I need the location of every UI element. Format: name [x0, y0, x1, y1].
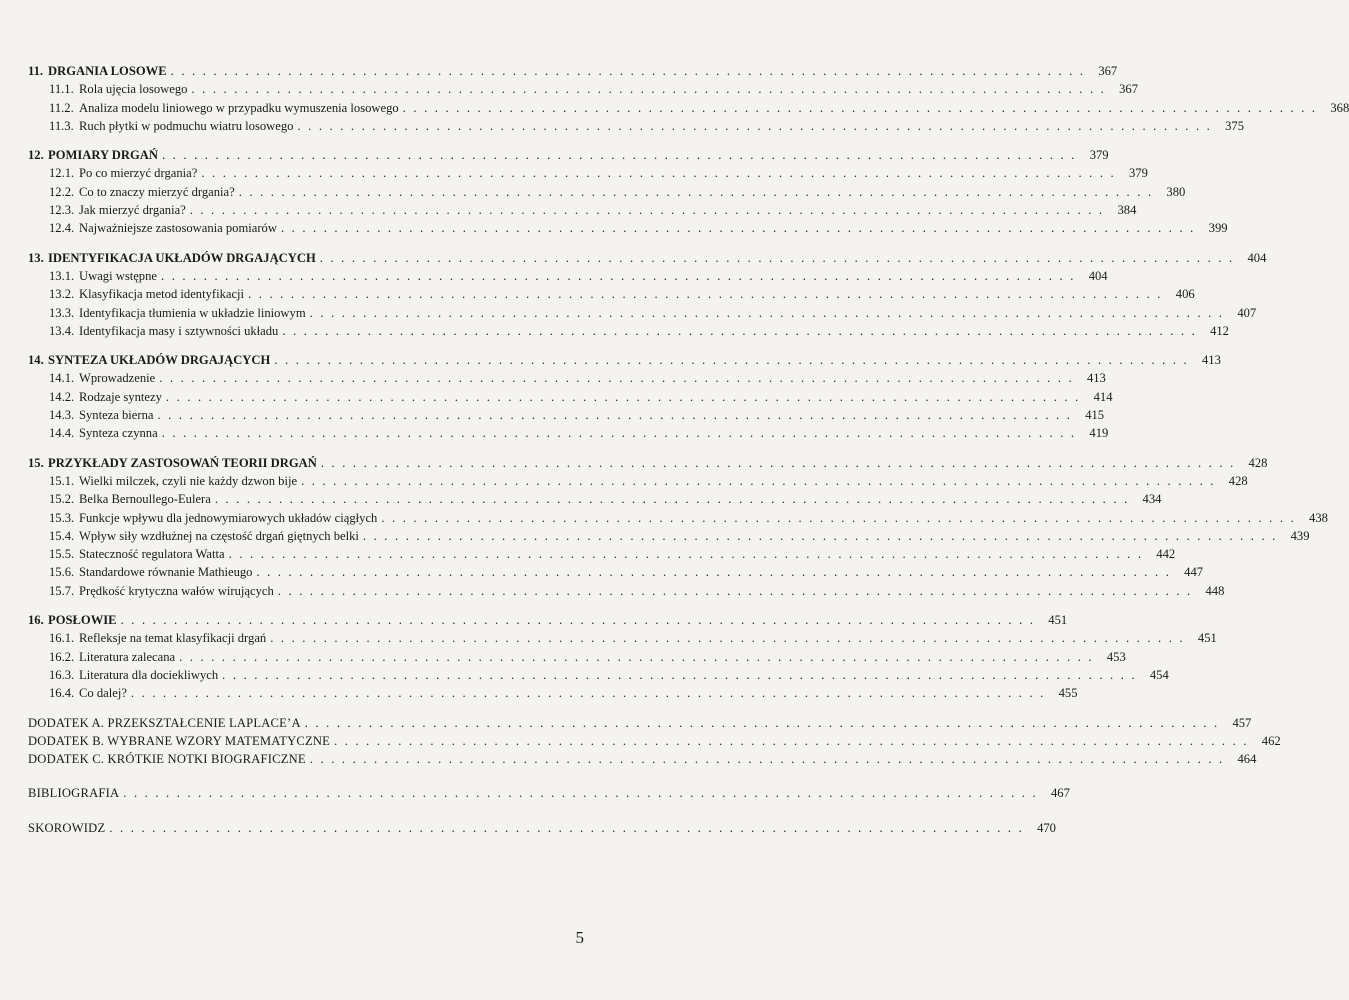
section-entry — [28, 527, 1310, 545]
dot-leader: . . . . . . . . . . . . . . . . . . . . . . . . . . . . . . . . . . . . . . . . . . . . . . . . . . . . . . . . . . . . . . . . . . . . . . . . . . . . . . . . . . . . . . — [334, 733, 1249, 748]
dot-leader: . . . . . . . . . . . . . . . . . . . . . . . . . . . . . . . . . . . . . . . . . . . . . . . . . . . . . . . . . . . . . . . . . . . . . . . . . . . . . . . . . . . . . . — [402, 100, 1318, 115]
entry-number: 12.1. — [49, 166, 75, 181]
index-block — [28, 819, 1056, 837]
chapter-block — [28, 249, 1267, 340]
dot-leader: . . . . . . . . . . . . . . . . . . . . . . . . . . . . . . . . . . . . . . . . . . . . . . . . . . . . . . . . . . . . . . . . . . . . . . . . . . . . . . . . . . . . . . — [214, 492, 1130, 507]
dot-leader: . . . . . . . . . . . . . . . . . . . . . . . . . . . . . . . . . . . . . . . . . . . . . . . . . . . . . . . . . . . . . . . . . . . . . . . . . . . . . . . . . . . . . . — [274, 353, 1189, 368]
entry-page: 412 — [1210, 323, 1229, 338]
entry-page: 384 — [1117, 203, 1137, 218]
entry-title: Jak mierzyć drgania? — [79, 203, 186, 218]
bibliography-entry — [28, 784, 1070, 802]
entry-page: 451 — [1197, 631, 1217, 646]
entry-title: Wielki milczek, czyli nie każdy dzwon bije — [79, 473, 298, 488]
entry-number: 13. — [28, 250, 44, 265]
entry-number: 15. — [28, 455, 44, 470]
section-entry — [28, 304, 1257, 322]
section-entry — [28, 424, 1109, 442]
entry-number: 14. — [28, 353, 44, 368]
dot-leader: . . . . . . . . . . . . . . . . . . . . . . . . . . . . . . . . . . . . . . . . . . . . . . . . . . . . . . . . . . . . . . . . . . . . . . . . . . . . . . . . . . . . . . — [381, 510, 1296, 525]
entry-page: 462 — [1261, 733, 1281, 748]
dot-leader: . . . . . . . . . . . . . . . . . . . . . . . . . . . . . . . . . . . . . . . . . . . . . . . . . . . . . . . . . . . . . . . . . . . . . . . . . . . . . . . . . . . . . . — [130, 686, 1046, 701]
entry-title: PRZYKŁADY ZASTOSOWAŃ TEORII DRGAŃ — [48, 455, 317, 470]
entry-page: 368 — [1330, 100, 1349, 115]
entry-page: 428 — [1228, 473, 1248, 488]
dot-leader: . . . . . . . . . . . . . . . . . . . . . . . . . . . . . . . . . . . . . . . . . . . . . . . . . . . . . . . . . . . . . . . . . . . . . . . . . . . . . . . . . . . . . . — [238, 184, 1154, 199]
chapter-heading — [28, 454, 1268, 472]
entry-page: 406 — [1175, 287, 1195, 302]
section-entry — [28, 490, 1162, 508]
entry-page: 451 — [1048, 613, 1068, 628]
section-entry — [28, 219, 1228, 237]
entry-title: Uwagi wstępne — [79, 268, 157, 283]
entry-number: 11.2. — [49, 100, 74, 115]
section-entry — [28, 472, 1248, 490]
section-entry — [28, 388, 1113, 406]
dot-leader: . . . . . . . . . . . . . . . . . . . . . . . . . . . . . . . . . . . . . . . . . . . . . . . . . . . . . . . . . . . . . . . . . . . . . . . . . . . . . . . . . . . . . . — [280, 221, 1196, 236]
entry-number: 13.3. — [49, 305, 75, 320]
entry-page: 404 — [1247, 250, 1267, 265]
entry-page: 464 — [1237, 752, 1257, 767]
dot-leader: . . . . . . . . . . . . . . . . . . . . . . . . . . . . . . . . . . . . . . . . . . . . . . . . . . . . . . . . . . . . . . . . . . . . . . . . . . . . . . . . . . . . . . — [191, 82, 1107, 97]
entry-page: 414 — [1093, 389, 1113, 404]
appendix-entry — [28, 714, 1252, 732]
entry-title: DODATEK C. KRÓTKIE NOTKI BIOGRAFICZNE — [28, 752, 306, 767]
section-entry — [28, 183, 1186, 201]
entry-page: 419 — [1089, 426, 1109, 441]
dot-leader: . . . . . . . . . . . . . . . . . . . . . . . . . . . . . . . . . . . . . . . . . . . . . . . . . . . . . . . . . . . . . . . . . . . . . . . . . . . . . . . . . . . . . . — [309, 305, 1225, 320]
entry-number: 14.4. — [49, 426, 75, 441]
entry-title: Prędkość krytyczna wałów wirujących — [79, 583, 274, 598]
section-entry — [28, 322, 1229, 340]
entry-title: POMIARY DRGAŃ — [48, 148, 158, 163]
entry-title: Co to znaczy mierzyć drgania? — [79, 184, 235, 199]
table-of-contents — [28, 62, 1349, 837]
entry-number: 14.2. — [49, 389, 75, 404]
dot-leader: . . . . . . . . . . . . . . . . . . . . . . . . . . . . . . . . . . . . . . . . . . . . . . . . . . . . . . . . . . . . . . . . . . . . . . . . . . . . . . . . . . . . . . — [320, 455, 1236, 470]
entry-title: Analiza modelu liniowego w przypadku wymuszenia losowego — [79, 100, 399, 115]
entry-number: 12.2. — [49, 184, 75, 199]
entry-page: 428 — [1248, 455, 1268, 470]
chapter-heading — [28, 62, 1118, 80]
entry-page: 367 — [1119, 82, 1139, 97]
page-number: 5 — [575, 928, 584, 947]
entry-title: Stateczność regulatora Watta — [79, 547, 225, 562]
dot-leader: . . . . . . . . . . . . . . . . . . . . . . . . . . . . . . . . . . . . . . . . . . . . . . . . . . . . . . . . . . . . . . . . . . . . . . . . . . . . . . . . . . . . . . — [222, 667, 1137, 682]
entry-title: Literatura dla dociekliwych — [79, 667, 219, 682]
entry-title: SYNTEZA UKŁADÓW DRGAJĄCYCH — [48, 353, 271, 368]
entry-page: 413 — [1202, 353, 1221, 368]
entry-page: 454 — [1149, 667, 1169, 682]
chapter-block — [28, 62, 1349, 135]
entry-page: 375 — [1225, 118, 1245, 133]
entry-title: DODATEK B. WYBRANE WZORY MATEMATYCZNE — [28, 733, 331, 748]
entry-number: 14.1. — [49, 371, 75, 386]
section-entry — [28, 684, 1078, 702]
entry-title: Najważniejsze zastosowania pomiarów — [79, 221, 277, 236]
entry-title: BIBLIOGRAFIA — [28, 786, 120, 801]
entry-page: 379 — [1129, 166, 1148, 181]
entry-page: 413 — [1086, 371, 1106, 386]
section-entry — [28, 201, 1137, 219]
section-entry — [28, 406, 1105, 424]
dot-leader: . . . . . . . . . . . . . . . . . . . . . . . . . . . . . . . . . . . . . . . . . . . . . . . . . . . . . . . . . . . . . . . . . . . . . . . . . . . . . . . . . . . . . . — [282, 323, 1197, 338]
section-entry — [28, 509, 1328, 527]
dot-leader: . . . . . . . . . . . . . . . . . . . . . . . . . . . . . . . . . . . . . . . . . . . . . . . . . . . . . . . . . . . . . . . . . . . . . . . . . . . . . . . . . . . . . . — [301, 473, 1216, 488]
section-entry — [28, 80, 1139, 98]
dot-leader: . . . . . . . . . . . . . . . . . . . . . . . . . . . . . . . . . . . . . . . . . . . . . . . . . . . . . . . . . . . . . . . . . . . . . . . . . . . . . . . . . . . . . . — [304, 715, 1220, 730]
entry-page: 407 — [1237, 305, 1257, 320]
dot-leader: . . . . . . . . . . . . . . . . . . . . . . . . . . . . . . . . . . . . . . . . . . . . . . . . . . . . . . . . . . . . . . . . . . . . . . . . . . . . . . . . . . . . . . — [170, 64, 1086, 78]
entry-number: 16.4. — [49, 686, 75, 701]
dot-leader: . . . . . . . . . . . . . . . . . . . . . . . . . . . . . . . . . . . . . . . . . . . . . . . . . . . . . . . . . . . . . . . . . . . . . . . . . . . . . . . . . . . . . . — [319, 250, 1235, 265]
chapter-heading — [28, 351, 1221, 369]
chapter-block — [28, 611, 1217, 702]
entry-title: Refleksje na temat klasyfikacji drgań — [79, 631, 267, 646]
entry-page: 439 — [1290, 528, 1310, 543]
dot-leader: . . . . . . . . . . . . . . . . . . . . . . . . . . . . . . . . . . . . . . . . . . . . . . . . . . . . . . . . . . . . . . . . . . . . . . . . . . . . . . . . . . . . . . — [248, 287, 1163, 302]
entry-number: 15.6. — [49, 565, 75, 580]
entry-number: 16.1. — [49, 631, 75, 646]
dot-leader: . . . . . . . . . . . . . . . . . . . . . . . . . . . . . . . . . . . . . . . . . . . . . . . . . . . . . . . . . . . . . . . . . . . . . . . . . . . . . . . . . . . . . . — [161, 426, 1077, 441]
entry-number: 15.4. — [49, 528, 75, 543]
entry-title: Wprowadzenie — [79, 371, 156, 386]
dot-leader: . . . . . . . . . . . . . . . . . . . . . . . . . . . . . . . . . . . . . . . . . . . . . . . . . . . . . . . . . . . . . . . . . . . . . . . . . . . . . . . . . . . . . . — [123, 786, 1038, 801]
entry-number: 13.4. — [49, 323, 75, 338]
entry-title: Standardowe równanie Mathieugo — [79, 565, 253, 580]
entry-title: Identyfikacja tłumienia w układzie liniowym — [79, 305, 306, 320]
dot-leader: . . . . . . . . . . . . . . . . . . . . . . . . . . . . . . . . . . . . . . . . . . . . . . . . . . . . . . . . . . . . . . . . . . . . . . . . . . . . . . . . . . . . . . — [189, 203, 1105, 218]
entry-number: 12. — [28, 148, 44, 163]
section-entry — [28, 369, 1106, 387]
entry-page: 467 — [1050, 786, 1070, 801]
section-entry — [28, 629, 1217, 647]
entry-page: 380 — [1166, 184, 1186, 199]
entry-page: 415 — [1085, 408, 1105, 423]
entry-page: 453 — [1106, 649, 1126, 664]
chapter-block — [28, 146, 1228, 237]
entry-title: Klasyfikacja metod identyfikacji — [79, 287, 245, 302]
entry-number: 11. — [28, 64, 44, 78]
section-entry — [28, 99, 1349, 117]
entry-page: 404 — [1088, 268, 1108, 283]
section-entry — [28, 545, 1176, 563]
section-entry — [28, 117, 1245, 135]
entry-number: 15.2. — [49, 492, 75, 507]
section-entry — [28, 582, 1225, 600]
entry-title: Funkcje wpływu dla jednowymiarowych układów ciągłych — [79, 510, 378, 525]
dot-leader: . . . . . . . . . . . . . . . . . . . . . . . . . . . . . . . . . . . . . . . . . . . . . . . . . . . . . . . . . . . . . . . . . . . . . . . . . . . . . . . . . . . . . . — [270, 631, 1185, 646]
dot-leader: . . . . . . . . . . . . . . . . . . . . . . . . . . . . . . . . . . . . . . . . . . . . . . . . . . . . . . . . . . . . . . . . . . . . . . . . . . . . . . . . . . . . . . — [309, 752, 1225, 767]
entry-number: 11.3. — [49, 118, 74, 133]
entry-page: 470 — [1037, 820, 1056, 835]
entry-title: Literatura zalecana — [79, 649, 176, 664]
dot-leader: . . . . . . . . . . . . . . . . . . . . . . . . . . . . . . . . . . . . . . . . . . . . . . . . . . . . . . . . . . . . . . . . . . . . . . . . . . . . . . . . . . . . . . — [159, 371, 1074, 386]
section-entry — [28, 563, 1204, 581]
entry-page: 447 — [1184, 565, 1204, 580]
entry-title: POSŁOWIE — [48, 613, 117, 628]
appendix-list — [28, 714, 1281, 769]
entry-title: DRGANIA LOSOWE — [48, 64, 167, 78]
entry-number: 15.3. — [49, 510, 75, 525]
section-entry — [28, 164, 1148, 182]
index-entry — [28, 819, 1056, 837]
dot-leader: . . . . . . . . . . . . . . . . . . . . . . . . . . . . . . . . . . . . . . . . . . . . . . . . . . . . . . . . . . . . . . . . . . . . . . . . . . . . . . . . . . . . . . — [161, 268, 1076, 283]
section-entry — [28, 285, 1195, 303]
entry-title: SKOROWIDZ — [28, 820, 106, 835]
chapter-heading — [28, 611, 1068, 629]
entry-title: Synteza czynna — [79, 426, 158, 441]
entry-number: 12.3. — [49, 203, 75, 218]
entry-page: 448 — [1205, 583, 1225, 598]
dot-leader: . . . . . . . . . . . . . . . . . . . . . . . . . . . . . . . . . . . . . . . . . . . . . . . . . . . . . . . . . . . . . . . . . . . . . . . . . . . . . . . . . . . . . . — [228, 547, 1144, 562]
entry-number: 15.1. — [49, 473, 75, 488]
section-entry — [28, 648, 1126, 666]
entry-title: DODATEK A. PRZEKSZTAŁCENIE LAPLACE’A — [28, 715, 301, 730]
dot-leader: . . . . . . . . . . . . . . . . . . . . . . . . . . . . . . . . . . . . . . . . . . . . . . . . . . . . . . . . . . . . . . . . . . . . . . . . . . . . . . . . . . . . . . — [161, 148, 1077, 163]
dot-leader: . . . . . . . . . . . . . . . . . . . . . . . . . . . . . . . . . . . . . . . . . . . . . . . . . . . . . . . . . . . . . . . . . . . . . . . . . . . . . . . . . . . . . . — [256, 565, 1172, 580]
entry-title: Co dalej? — [79, 686, 127, 701]
entry-number: 16.3. — [49, 667, 75, 682]
section-entry — [28, 666, 1169, 684]
entry-title: Po co mierzyć drgania? — [79, 166, 198, 181]
dot-leader: . . . . . . . . . . . . . . . . . . . . . . . . . . . . . . . . . . . . . . . . . . . . . . . . . . . . . . . . . . . . . . . . . . . . . . . . . . . . . . . . . . . . . . — [297, 118, 1213, 133]
entry-page: 379 — [1089, 148, 1109, 163]
entry-page: 399 — [1208, 221, 1228, 236]
entry-page: 438 — [1309, 510, 1328, 525]
entry-title: Wpływ siły wzdłużnej na częstość drgań giętnych belki — [79, 528, 359, 543]
section-entry — [28, 267, 1108, 285]
appendix-entry — [28, 732, 1281, 750]
entry-number: 15.7. — [49, 583, 75, 598]
entry-title: Rola ujęcia losowego — [79, 82, 188, 97]
dot-leader: . . . . . . . . . . . . . . . . . . . . . . . . . . . . . . . . . . . . . . . . . . . . . . . . . . . . . . . . . . . . . . . . . . . . . . . . . . . . . . . . . . . . . . — [109, 820, 1024, 835]
bibliography-block — [28, 784, 1070, 802]
entry-number: 13.2. — [49, 287, 75, 302]
entry-title: Rodzaje syntezy — [79, 389, 162, 404]
dot-leader: . . . . . . . . . . . . . . . . . . . . . . . . . . . . . . . . . . . . . . . . . . . . . . . . . . . . . . . . . . . . . . . . . . . . . . . . . . . . . . . . . . . . . . — [120, 613, 1036, 628]
entry-title: Synteza bierna — [79, 408, 154, 423]
entry-page: 457 — [1232, 715, 1252, 730]
entry-page: 434 — [1142, 492, 1162, 507]
chapter-block — [28, 351, 1221, 442]
dot-leader: . . . . . . . . . . . . . . . . . . . . . . . . . . . . . . . . . . . . . . . . . . . . . . . . . . . . . . . . . . . . . . . . . . . . . . . . . . . . . . . . . . . . . . — [277, 583, 1193, 598]
entry-page: 455 — [1058, 686, 1078, 701]
entry-number: 11.1. — [49, 82, 74, 97]
chapter-block — [28, 454, 1328, 600]
entry-page: 442 — [1156, 547, 1176, 562]
entry-number: 16. — [28, 613, 44, 628]
appendix-entry — [28, 750, 1257, 768]
entry-number: 13.1. — [49, 268, 75, 283]
chapter-heading — [28, 146, 1109, 164]
dot-leader: . . . . . . . . . . . . . . . . . . . . . . . . . . . . . . . . . . . . . . . . . . . . . . . . . . . . . . . . . . . . . . . . . . . . . . . . . . . . . . . . . . . . . . — [362, 528, 1278, 543]
dot-leader: . . . . . . . . . . . . . . . . . . . . . . . . . . . . . . . . . . . . . . . . . . . . . . . . . . . . . . . . . . . . . . . . . . . . . . . . . . . . . . . . . . . . . . — [165, 389, 1081, 404]
entry-number: 16.2. — [49, 649, 75, 664]
dot-leader: . . . . . . . . . . . . . . . . . . . . . . . . . . . . . . . . . . . . . . . . . . . . . . . . . . . . . . . . . . . . . . . . . . . . . . . . . . . . . . . . . . . . . . — [201, 166, 1116, 181]
dot-leader: . . . . . . . . . . . . . . . . . . . . . . . . . . . . . . . . . . . . . . . . . . . . . . . . . . . . . . . . . . . . . . . . . . . . . . . . . . . . . . . . . . . . . . — [179, 649, 1094, 664]
entry-title: IDENTYFIKACJA UKŁADÓW DRGAJĄCYCH — [48, 250, 316, 265]
entry-number: 14.3. — [49, 408, 75, 423]
entry-number: 12.4. — [49, 221, 75, 236]
entry-title: Belka Bernoullego-Eulera — [79, 492, 211, 507]
entry-title: Identyfikacja masy i sztywności układu — [79, 323, 279, 338]
dot-leader: . . . . . . . . . . . . . . . . . . . . . . . . . . . . . . . . . . . . . . . . . . . . . . . . . . . . . . . . . . . . . . . . . . . . . . . . . . . . . . . . . . . . . . — [157, 408, 1073, 423]
entry-number: 15.5. — [49, 547, 75, 562]
entry-title: Ruch płytki w podmuchu wiatru losowego — [79, 118, 294, 133]
chapter-heading — [28, 249, 1267, 267]
entry-page: 367 — [1098, 64, 1118, 78]
